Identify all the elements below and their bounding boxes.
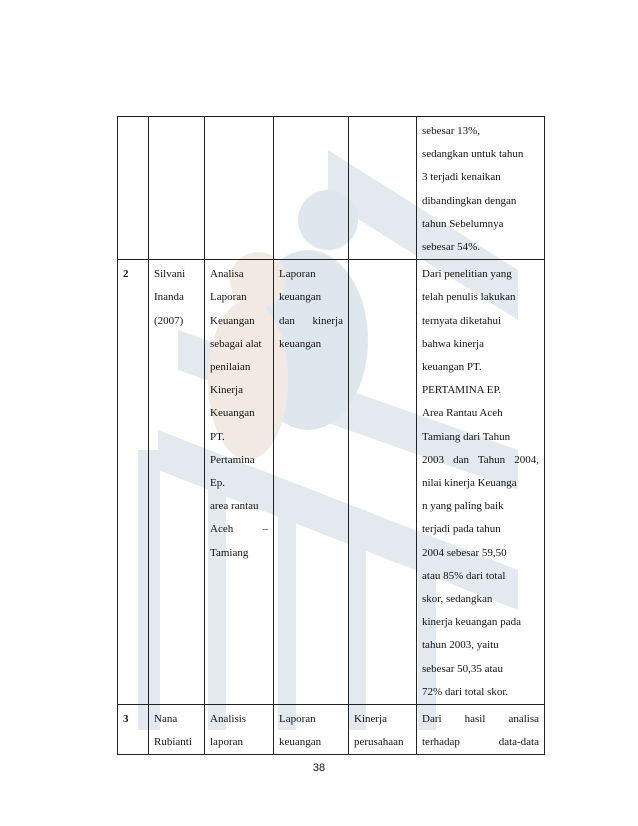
cell-text-line: Pertamina <box>210 453 255 466</box>
cell-text-line: Ep. <box>210 477 225 490</box>
author-cell <box>149 260 205 705</box>
cell-text-line: 3 terjadi kenaikan <box>422 171 501 184</box>
row-number-cell <box>118 117 149 260</box>
variable-cell <box>274 117 349 260</box>
cell-text-line: Keuangan <box>210 314 255 327</box>
cell-text-line: n yang paling baik <box>422 500 504 513</box>
cell-text-line: sebagai alat <box>210 337 262 350</box>
cell-text-line: nilai kinerja Keuanga <box>422 477 517 490</box>
cell-text-line: Dari hasil analisa <box>422 713 539 726</box>
cell-text-line: Kinerja <box>210 384 243 397</box>
cell-text-line: Kinerja <box>354 713 387 726</box>
cell-text-line: Laporan <box>279 268 316 281</box>
row-number-cell: 3 <box>118 705 149 755</box>
cell-text-line: tahun Sebelumnya <box>422 217 504 230</box>
cell-text-line: tahun 2003, yaitu <box>422 639 499 652</box>
cell-text-line: Tamiang <box>210 546 249 559</box>
cell-text-line: Rubianti <box>154 736 192 749</box>
cell-text-line: keuangan <box>279 291 322 304</box>
cell-text-line: area rantau <box>210 500 259 513</box>
cell-text-line: terjadi pada tahun <box>422 523 501 536</box>
cell-text-line: telah penulis lakukan <box>422 291 516 304</box>
title-cell <box>205 705 274 755</box>
literature-review-table <box>117 116 545 755</box>
cell-text-line: Inanda <box>154 291 184 304</box>
cell-text-line: sebesar 50,35 atau <box>422 662 503 675</box>
cell-text-line: skor, sedangkan <box>422 593 493 606</box>
result-cell <box>417 705 545 755</box>
cell-text-line: Aceh – <box>210 523 268 536</box>
cell-text-line: (2007) <box>154 314 184 327</box>
variable2-cell <box>349 260 417 705</box>
cell-text-line: Analisa <box>210 268 244 281</box>
cell-text-line: ternyata diketahui <box>422 314 502 327</box>
cell-text-line: Tamiang dari Tahun <box>422 430 511 443</box>
cell-text-line: dibandingkan dengan <box>422 194 517 207</box>
cell-text-line: sedangkan untuk tahun <box>422 148 524 161</box>
cell-text-line: atau 85% dari total <box>422 569 506 582</box>
cell-text-line: Laporan <box>279 713 316 726</box>
table-row <box>118 260 545 705</box>
cell-text-line: perusahaan <box>354 736 404 749</box>
table-row <box>118 705 545 755</box>
cell-text-line: 72% dari total skor. <box>422 685 509 698</box>
cell-text-line: laporan <box>210 736 243 749</box>
cell-text-line: terhadap data-data <box>422 736 539 749</box>
cell-text-line: PERTAMINA EP. <box>422 384 502 397</box>
cell-text-line: Silvani <box>154 268 186 281</box>
row-number-cell: 2 <box>118 260 149 705</box>
cell-text-line: keuangan <box>279 337 322 350</box>
cell-text-line: sebesar 54%. <box>422 241 481 254</box>
variable2-cell <box>349 117 417 260</box>
cell-text-line: Analisis <box>210 713 247 726</box>
cell-text-line: 2003 dan Tahun 2004, <box>422 453 539 466</box>
cell-text-line: Nana <box>154 713 178 726</box>
cell-text-line: bahwa kinerja <box>422 337 484 350</box>
cell-text-line: kinerja keuangan pada <box>422 616 521 629</box>
cell-text-line: sebesar 13%, <box>422 125 481 137</box>
author-cell <box>149 705 205 755</box>
cell-text-line: Laporan <box>210 291 247 304</box>
table-row <box>118 117 545 260</box>
cell-text-line: dan kinerja <box>279 314 343 327</box>
cell-text-line: keuangan <box>279 736 322 749</box>
title-cell <box>205 117 274 260</box>
cell-text-line: Dari penelitian yang <box>422 268 512 281</box>
page-number: 38 <box>312 762 326 774</box>
variable-cell <box>274 260 349 705</box>
cell-text-line: 2004 sebesar 59,50 <box>422 546 507 559</box>
variable2-cell <box>349 705 417 755</box>
result-cell <box>417 117 545 260</box>
author-cell <box>149 117 205 260</box>
cell-text-line: Area Rantau Aceh <box>422 407 503 420</box>
result-cell <box>417 260 545 705</box>
cell-text-line: Keuangan <box>210 407 255 420</box>
cell-text-line: penilaian <box>210 361 251 374</box>
cell-text-line: PT. <box>210 430 225 443</box>
variable-cell <box>274 705 349 755</box>
cell-text-line: keuangan PT. <box>422 361 482 374</box>
title-cell <box>205 260 274 705</box>
